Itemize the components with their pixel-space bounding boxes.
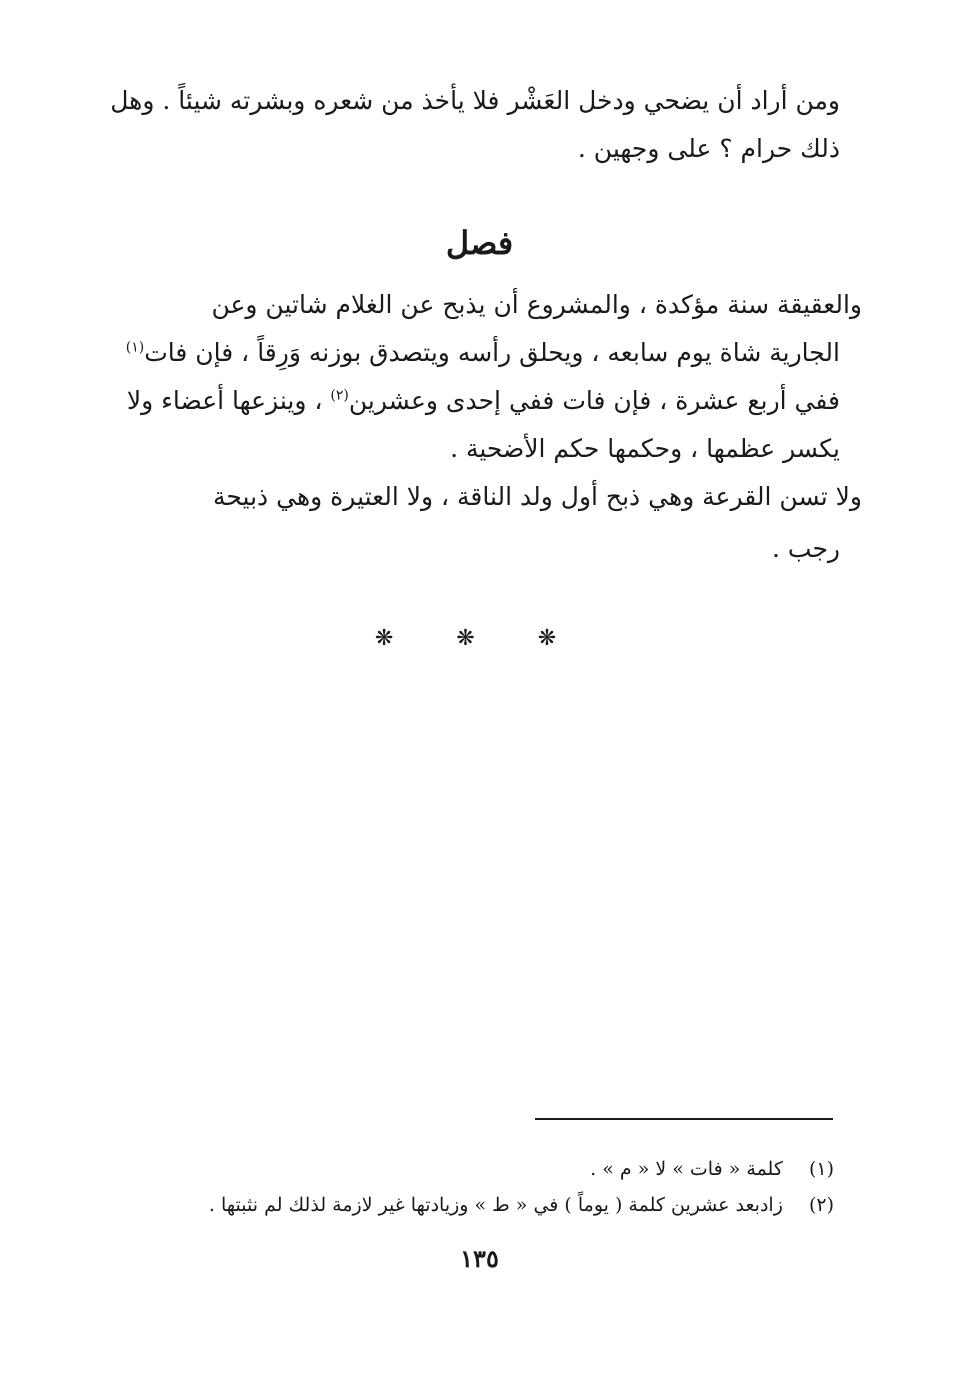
paragraph-fara [125, 482, 862, 572]
paragraph-aqiqa-line-2 [126, 338, 840, 367]
section-heading: فصل [445, 224, 514, 262]
footnote-divider [535, 1118, 833, 1120]
paragraph-aqiqa-line-4: يكسر عظمها ، وحكمها حكم الأضحية . [450, 434, 840, 463]
paragraph-aqiqa-line-3-post: ، وينزعها أعضاء ولا [126, 386, 331, 415]
asterism-icon: ❋ [456, 626, 503, 651]
footnote-2 [209, 1194, 834, 1216]
intro-line-1: ومن أراد أن يضحي ودخل العَشْر فلا يأخذ من شعره وبشرته شيئاً . وهل [110, 86, 840, 115]
footnote-text: كلمة « فات » لا « م » . [590, 1158, 783, 1180]
paragraph-aqiqa-line-3-pre: ففي أربع عشرة ، فإن فات ففي إحدى وعشرين [348, 386, 840, 415]
footnote-number: (١) [808, 1158, 834, 1180]
page-number: ١٣٥ [460, 1244, 499, 1273]
footnote-ref-1: (١) [125, 339, 145, 356]
paragraph-fara-line-1: ولا تسن القرعة وهي ذبح أول ولد الناقة ، ولا العتيرة وهي ذبيحة [213, 482, 862, 511]
paragraph-aqiqa [125, 290, 862, 470]
footnote-ref-2: (٢) [330, 387, 349, 404]
footnote-1 [590, 1158, 834, 1180]
section-separator [0, 626, 959, 651]
paragraph-aqiqa-line-1: والعقيقة سنة مؤكدة ، والمشروع أن يذبح عن الغلام شاتين وعن [211, 290, 862, 319]
paragraph-aqiqa-line-3 [127, 386, 840, 415]
paragraph-aqiqa-line-2-text: الجارية شاة يوم سابعه ، ويحلق رأسه ويتصدق بوزنه وَرِقاً ، فإن فات [144, 338, 840, 367]
asterism-icon: ❋ [374, 626, 422, 651]
footnote-number: (٢) [808, 1194, 834, 1216]
asterism-icon: ❋ [537, 626, 585, 651]
footnote-text: زادبعد عشرين كلمة ( يوماً ) في « ط » وزيادتها غير لازمة لذلك لم نثبتها . [208, 1194, 783, 1216]
intro-paragraph [110, 86, 840, 186]
intro-line-2: ذلك حرام ؟ على وجهين . [577, 134, 840, 163]
paragraph-fara-line-2: رجب . [772, 534, 840, 563]
